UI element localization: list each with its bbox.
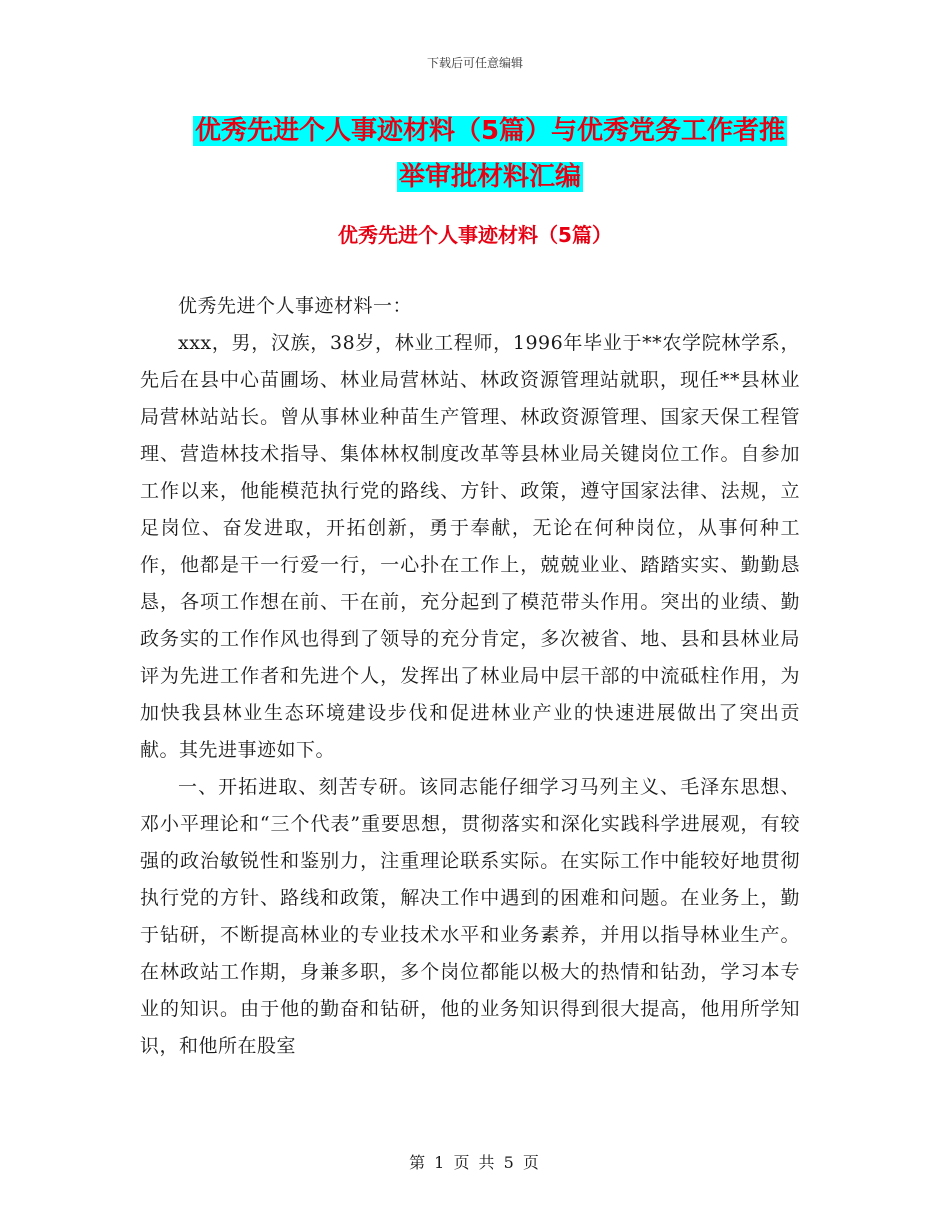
paragraph-intro: xxx，男，汉族，38岁，林业工程师，1996年毕业于**农学院林学系，先后在县中心苗圃场、林业局营林站、林政资源管理站就职，现任**县林业局营林站站长。曾从事林业种苗生产管理、林政资源管理、国家天保工程管理、营造林技术指导、集体林权制度改革等县林业局关键岗位工作。自参加工作以来，他能模范执行党的路线、方针、政策，遵守国家法律、法规，立足岗位、奋发进取，开拓创新，勇于奉献，无论在何种岗位，从事何种工作，他都是干一行爱一行，一心扑在工作上，兢兢业业、踏踏实实、勤勤恳恳，各项工作想在前、干在前，充分起到了模范带头作用。突出的业绩、勤政务实的工作作风也得到了领导的充分肯定，多次被省、地、县和县林业局评为先进工作者和先进个人，发挥出了林业局中层干部的中流砥柱作用，为加快我县林业生态环境建设步伐和促进林业产业的快速进展做出了突出贡献。其先进事迹如下。 (140, 332, 800, 761)
section-title: 优秀先进个人事迹材料（5篇） (338, 223, 612, 247)
document-title-line-2: 举审批材料汇编 (398, 162, 581, 192)
page-footer: 第 1 页 共 5 页 (409, 1153, 541, 1172)
paragraph-heading: 优秀先进个人事迹材料一： (178, 295, 413, 317)
body-text (140, 288, 800, 1065)
document-title (140, 108, 840, 200)
document-title-line-1: 优秀先进个人事迹材料（5篇）与优秀党务工作者推 (194, 116, 786, 146)
header-note: 下载后可任意编辑 (426, 56, 523, 70)
paragraph-section-one: 一、开拓进取、刻苦专研。该同志能仔细学习马列主义、毛泽东思想、邓小平理论和“三个代表”重要思想，贯彻落实和深化实践科学进展观，有较强的政治敏锐性和鉴别力，注重理论联系实际。在实际工作中能较好地贯彻执行党的方针、路线和政策，解决工作中遇到的困难和问题。在业务上，勤于钻研，不断提高林业的专业技术水平和业务素养，并用以指导林业生产。在林政站工作期，身兼多职，多个岗位都能以极大的热情和钻劲，学习本专业的知识。由于他的勤奋和钻研，他的业务知识得到很大提高，他用所学知识，和他所在股室 (140, 776, 800, 1057)
